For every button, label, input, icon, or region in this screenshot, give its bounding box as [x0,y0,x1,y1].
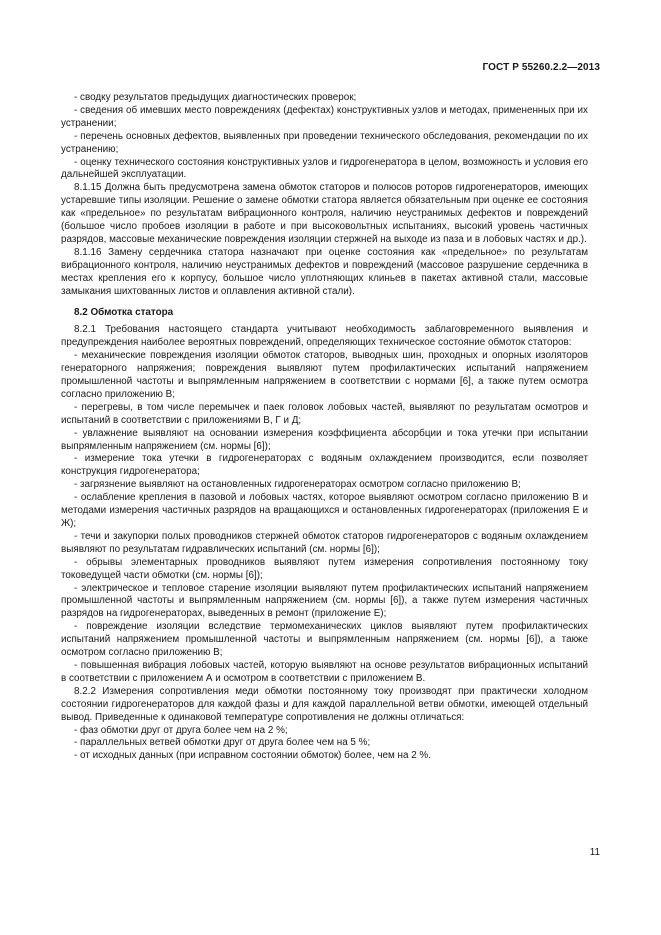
paragraph: - повышенная вибрация лобовых частей, которую выявляют на основе результатов вибрационных испытаний в соответствии с приложением А и осмотром в соответствии с приложением В. [61,659,588,684]
paragraph: - от исходных данных (при исправном состоянии обмоток) более, чем на 2 %. [74,750,431,762]
paragraph: - оценку технического состояния конструктивных узлов и гидрогенератора в целом, возможность и условия его дальнейшей эксплуатации. [61,156,588,181]
paragraph: 8.1.16 Замену сердечника статора назначают при оценке состояния как «предельное» по результатам вибрационного контроля, наличию неустранимых дефектов и повреждений (массовое разрушение сердечника в местах крепления его к корпусу, большое число уплотняющих клиньев в пакетах активной стали, массовые замыкания шихтованных листов и оплавления активной стали). [61,246,588,297]
paragraph: - перегревы, в том числе перемычек и паек головок лобовых частей, выявляют по результатам осмотров и испытаний в соответствии с приложениями В, Г и Д; [61,401,588,426]
paragraph: - электрическое и тепловое старение изоляции выявляют путем профилактических испытаний напряжением промышленной частоты и выпрямленным напряжением (см. нормы [6]), а также путем измерения частичных разрядов на гидрогенераторах, выведенных в ремонт (приложение Е); [61,582,588,620]
section-heading: 8.2 Обмотка статора [74,306,174,318]
paragraph: 8.1.15 Должна быть предусмотрена замена обмоток статоров и полюсов роторов гидрогенераторов, имеющих устаревшие типы изоляции. Решение о замене обмотки статора является обязательным при оценке ее состояния как «предельное» по результатам вибрационного контроля, наличию неустранимых дефектов и повреждений (большое число пробоев изоляции в работе и при высоковольтных испытаниях, высокий уровень частичных разрядов, массовые механические повреждения изоляции стержней на выходе из паза и в лобовых частях и др.). [61,182,588,245]
paragraph: 8.2.2 Измерения сопротивления меди обмотки постоянному току производят при практически холодном состоянии гидрогенераторов для каждой фазы и для каждой параллельной ветви обмотки, имеющей отдельный вывод. Приведенные к одинаковой температуре сопротивления не должны отличаться: [61,685,588,723]
paragraph: - течи и закупорки полых проводников стержней обмоток статоров гидрогенераторов с водяным охлаждением выявляют по результатам гидравлических испытаний (см. нормы [6]); [61,530,588,555]
standard-code-header: ГОСТ Р 55260.2.2—2013 [482,62,600,73]
paragraph: - перечень основных дефектов, выявленных при проведении технического обследования, рекомендации по их устранению; [61,130,588,155]
page-number: 11 [589,847,600,858]
paragraph: 8.2.1 Требования настоящего стандарта учитывают необходимость заблаговременного выявления и предупреждения наиболее вероятных повреждений, определяющих техническое состояние обмоток статоров: [61,324,588,349]
paragraph: - фаз обмотки друг от друга более чем на 2 %; [74,724,288,736]
page-body [61,92,588,763]
paragraph: - параллельных ветвей обмотки друг от друга более чем на 5 %; [74,737,371,749]
paragraph: - сведения об имевших место повреждениях (дефектах) конструктивных узлов и методах, примененных при их устранении; [61,104,588,129]
paragraph: - сводку результатов предыдущих диагностических проверок; [74,92,357,103]
paragraph: - ослабление крепления в пазовой и лобовых частях, которое выявляют осмотром согласно приложению В и методами измерения частичных разрядов на вращающихся и остановленных гидрогенераторах (приложения Е и Ж); [61,492,588,529]
paragraph: - повреждение изоляции вследствие термомеханических циклов выявляют путем профилактических испытаний напряжением промышленной частоты и выпрямленным напряжением (см. нормы [6]), а также осмотром согласно приложению В; [61,621,588,659]
paragraph: - увлажнение выявляют на основании измерения коэффициента абсорбции и тока утечки при испытании выпрямленным напряжением (см. нормы [6]); [61,427,588,452]
paragraph: - измерение тока утечки в гидрогенераторах с водяным охлаждением производится, если позволяет конструкция гидрогенератора; [61,453,588,478]
paragraph: - механические повреждения изоляции обмоток статоров, выводных шин, проходных и опорных изоляторов генераторного напряжения; повреждения выявляют путем профилактических испытаний напряжением промышленной частоты и выпрямленным напряжением в соответствии с нормами [6], а также путем осмотра согласно приложению В; [61,350,588,400]
paragraph: - обрывы элементарных проводников выявляют путем измерения сопротивления постоянному току токоведущей части обмотки (см. нормы [6]); [61,556,588,581]
paragraph: - загрязнение выявляют на остановленных гидрогенераторах осмотром согласно приложению В; [74,479,521,491]
